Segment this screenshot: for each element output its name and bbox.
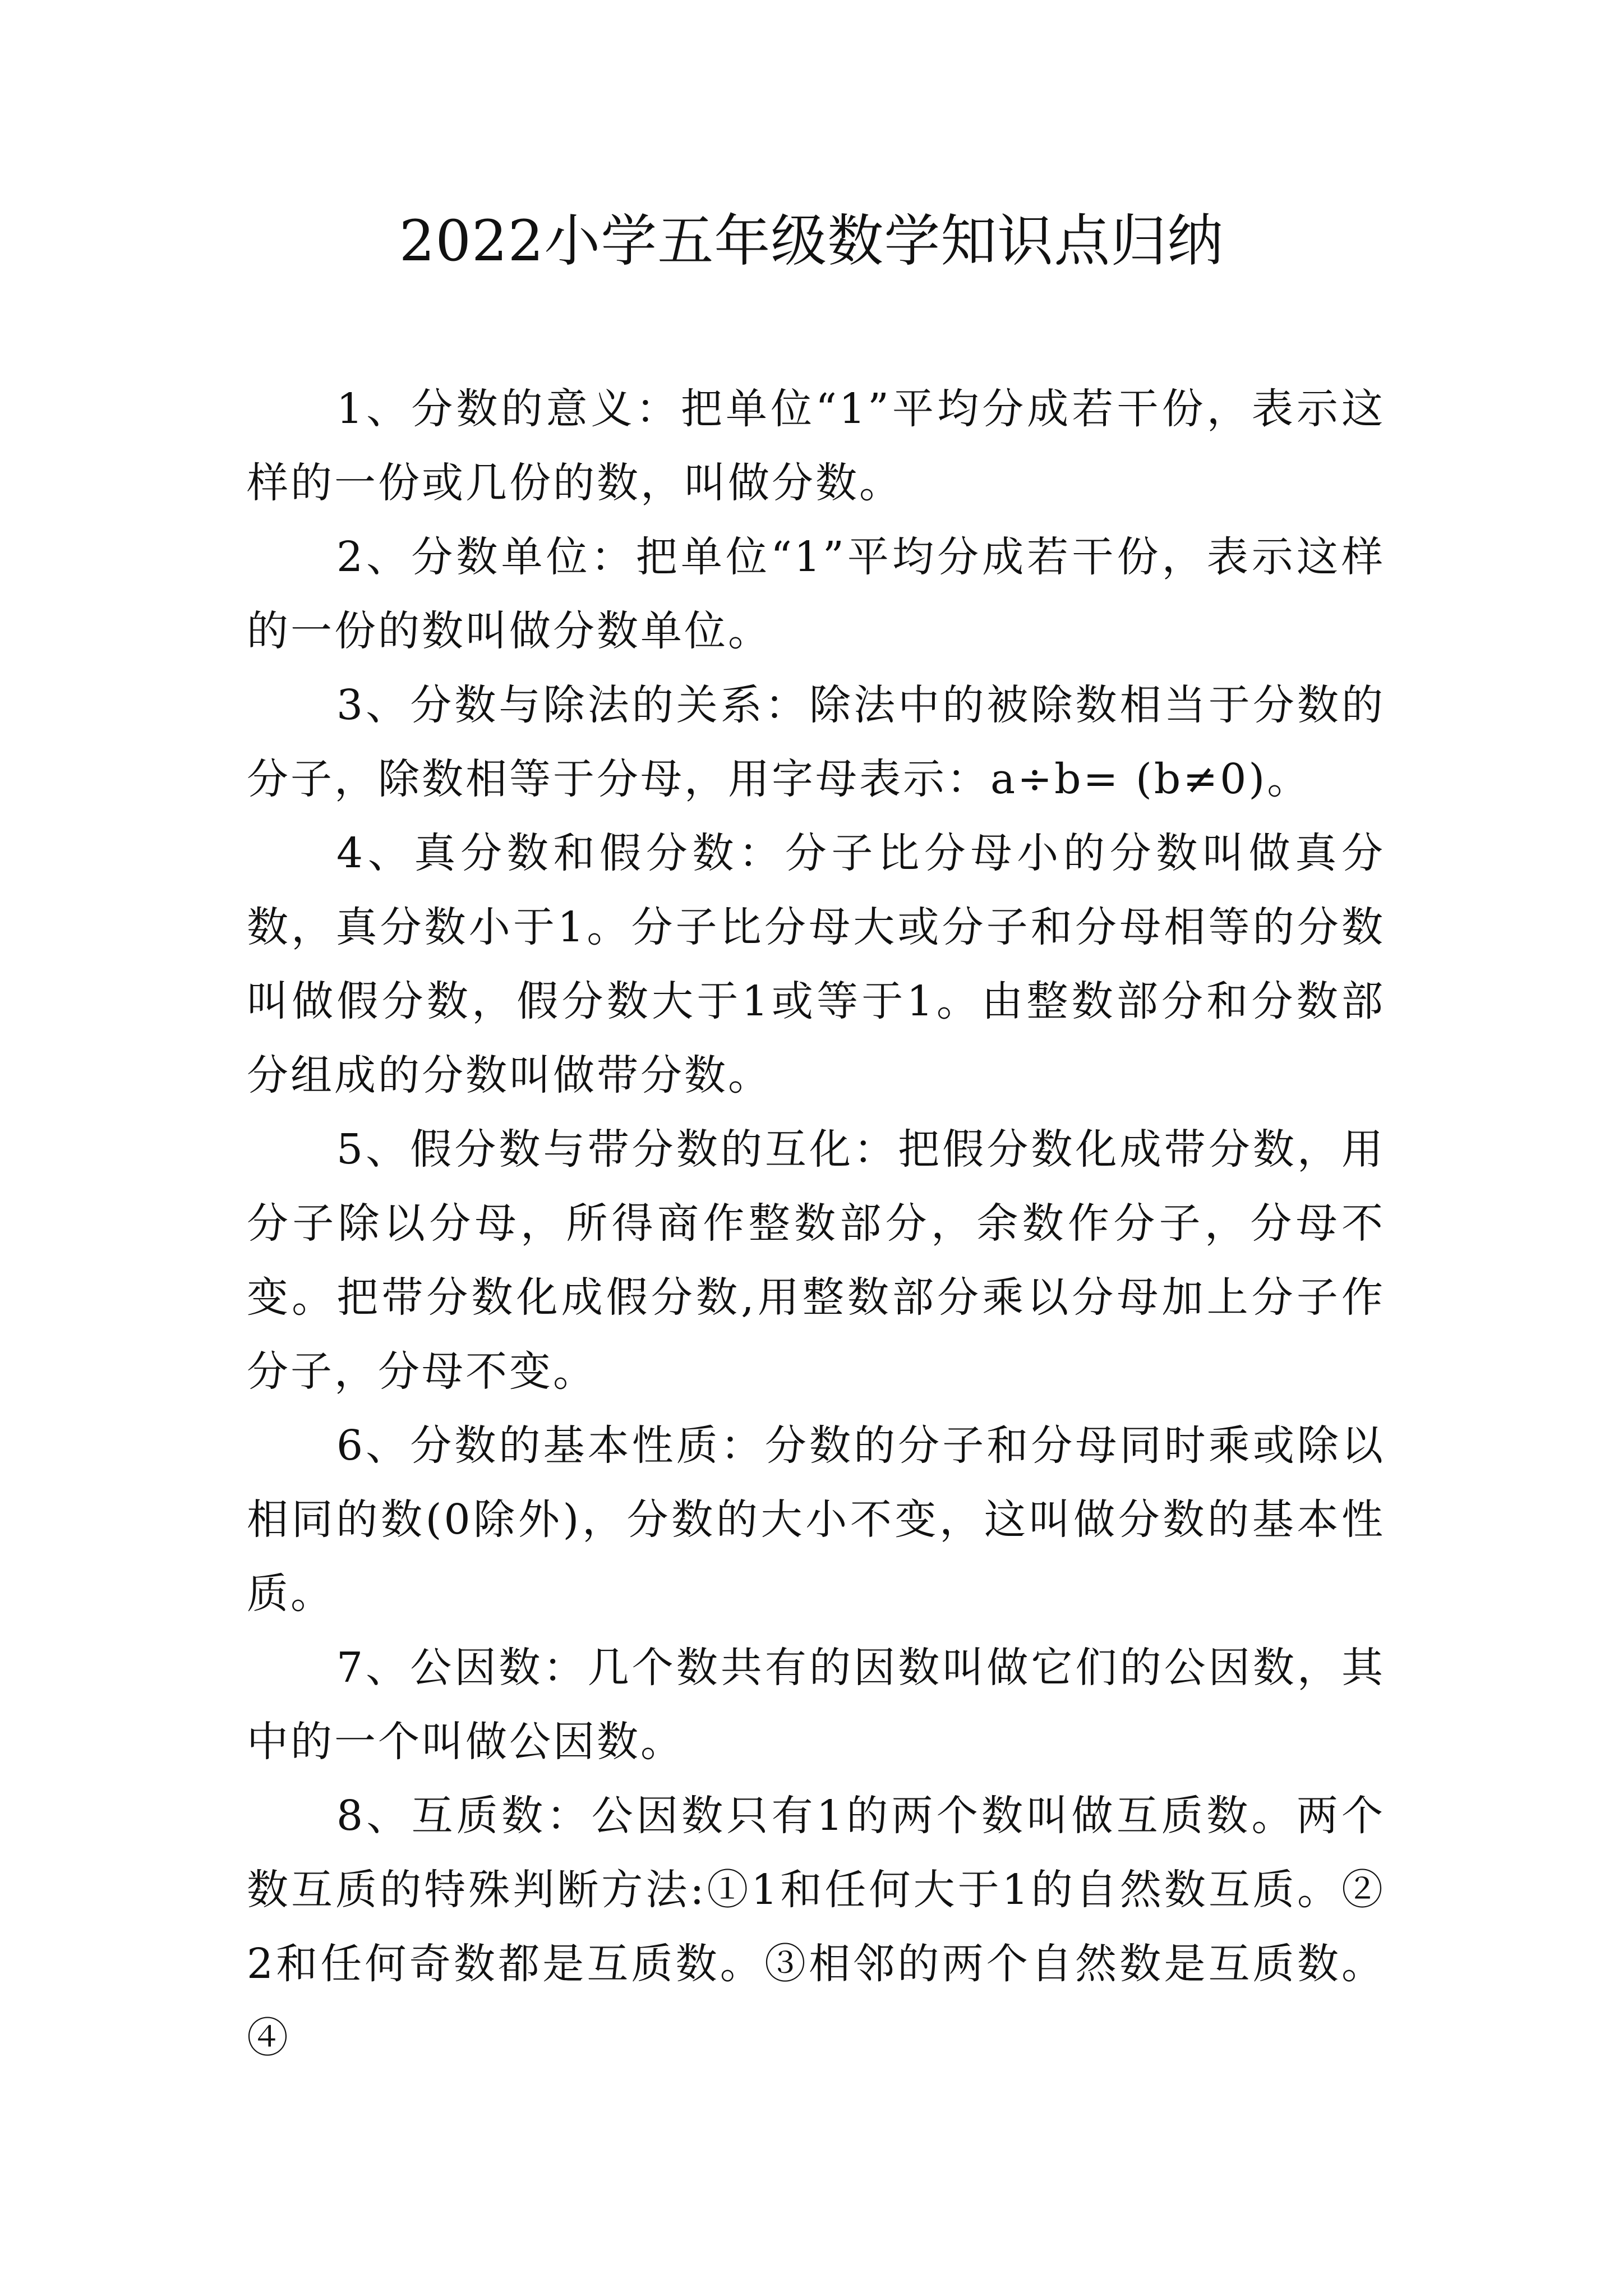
paragraph-7: 7、公因数：几个数共有的因数叫做它们的公因数，其中的一个叫做公因数。 bbox=[247, 1644, 1385, 1766]
paragraph-6: 6、分数的基本性质：分数的分子和分母同时乘或除以相同的数(0除外)，分数的大小不变，这叫做分数的基本性质。 bbox=[247, 1421, 1385, 1618]
paragraph-3: 3、分数与除法的关系：除法中的被除数相当于分数的分子，除数相等于分母，用字母表示：a÷b= (b≠0)。 bbox=[247, 681, 1385, 803]
paragraph-4: 4、真分数和假分数：分子比分母小的分数叫做真分数，真分数小于1。分子比分母大或分子和分母相等的分数叫做假分数，假分数大于1或等于1。由整数部分和分数部分组成的分数叫做带分数。 bbox=[247, 829, 1385, 1099]
document-title: 2022小学五年级数学知识点归纳 bbox=[399, 208, 1224, 274]
paragraph-1: 1、分数的意义：把单位“1”平均分成若干份，表示这样的一份或几份的数，叫做分数。 bbox=[247, 385, 1385, 507]
paragraph-5: 5、假分数与带分数的互化：把假分数化成带分数，用分子除以分母，所得商作整数部分，余数作分子，分母不变。把带分数化成假分数,用整数部分乘以分母加上分子作分子，分母不变。 bbox=[247, 1125, 1385, 1396]
paragraph-8: 8、互质数：公因数只有1的两个数叫做互质数。两个数互质的特殊判断方法:①1和任何大于1的自然数互质。②2和任何奇数都是互质数。③相邻的两个自然数是互质数。④ bbox=[247, 1792, 1385, 2062]
paragraph-2: 2、分数单位：把单位“1”平均分成若干份，表示这样的一份的数叫做分数单位。 bbox=[247, 533, 1385, 655]
document-body bbox=[247, 372, 1385, 2075]
